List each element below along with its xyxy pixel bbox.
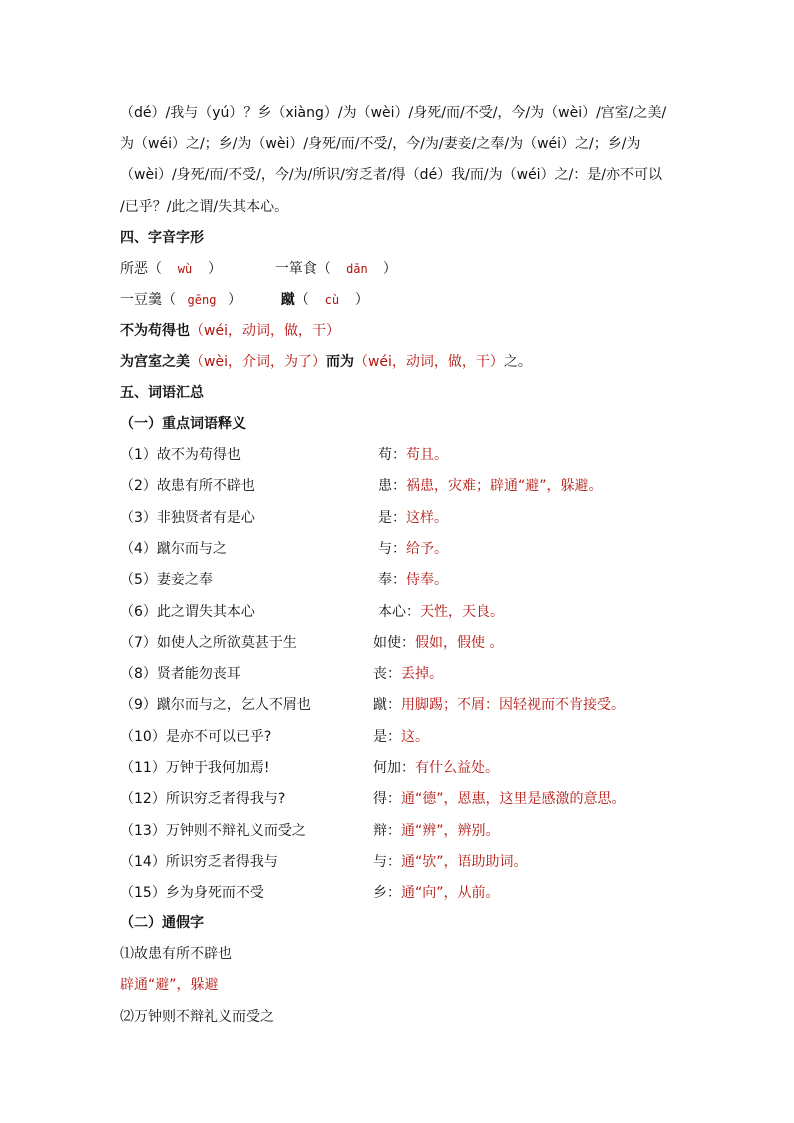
pinyin: cù [324, 293, 340, 307]
vocab-phrase: （6）此之谓失其本心 [120, 603, 255, 620]
vocab-definition [378, 445, 448, 465]
definition-value: 侍奉。 [406, 572, 448, 589]
definition-key: 是： [378, 509, 406, 526]
vocab-phrase: （2）故患有所不辟也 [120, 478, 255, 495]
definition-value: 通“向”，从前。 [401, 885, 500, 902]
pronunciation-note-line: 不为苟得也（wéi，动词，做，干） [120, 323, 340, 339]
word: 所恶 [120, 261, 148, 277]
definition-value: 苟且。 [406, 447, 448, 463]
word: 蹴 [280, 292, 295, 308]
tongjia-line: ⑵万钟则不辩礼义而受之 [120, 1009, 274, 1025]
word: 一箪食 [274, 261, 317, 277]
vocab-phrase: （8）贤者能勿丧耳 [120, 666, 241, 683]
vocab-phrase: （9）蹴尔而与之，乞人不屑也 [120, 697, 311, 714]
definition-value: 通“德”，恩惠，这里是感激的意思。 [401, 791, 626, 808]
pinyin: dān [346, 262, 368, 276]
vocab-phrase: （11）万钟于我何加焉! [120, 760, 270, 776]
vocab-phrase: （5）妻妾之奉 [120, 572, 213, 589]
vocab-definition [373, 821, 500, 841]
vocab-definition [373, 664, 443, 684]
tongjia-line: 辟通“避”，躲避 [120, 977, 219, 993]
definition-key: 乡： [373, 885, 401, 902]
vocab-definition [373, 695, 625, 715]
vocab-definition [378, 539, 448, 559]
definition-value: 给予。 [406, 540, 448, 557]
text-line: 为（wéi）之/；乡/为（wèi）/身死/而/不受/，今/为/妻妾/之奉/为（wéi）之/；乡/为 [120, 136, 641, 152]
vocab-definition [373, 852, 528, 872]
definition-key: 得： [373, 791, 401, 808]
vocab-definition [373, 883, 500, 903]
word: 一豆羹 [120, 292, 162, 308]
definition-key: 本心： [378, 603, 420, 620]
definition-value: 天性，天良。 [420, 603, 504, 620]
definition-value: 丢掉。 [401, 666, 443, 683]
vocab-phrase: （12）所识穷乏者得我与? [120, 791, 286, 808]
definition-key: 如使： [373, 634, 415, 651]
vocab-phrase: （3）非独贤者有是心 [120, 509, 255, 526]
vocab-definition [373, 633, 503, 653]
definition-key: 蹴： [373, 697, 401, 714]
tongjia-line: ⑴故患有所不辟也 [120, 946, 232, 962]
subsection-heading: （一）重点词语释义 [120, 416, 246, 432]
pronunciation-row: 一豆羹（ gēng ） 蹴（ cù ） [120, 292, 369, 308]
definition-value: 这样。 [406, 509, 448, 526]
vocab-definition [378, 476, 603, 496]
vocab-phrase: （13）万钟则不辩礼义而受之 [120, 822, 306, 839]
pronunciation-row: 所恶（ wù ） 一箪食（ dān ） [120, 261, 397, 277]
text-line: （dé）/我与（yú）？乡（xiàng）/为（wèi）/身死/而/不受/，今/为（wèi）/宫室/之美/ [120, 105, 667, 121]
vocab-definition [373, 758, 499, 778]
definition-value: 通“辨”，辨别。 [401, 822, 500, 839]
definition-key: 丧： [373, 666, 401, 683]
text-line: （wèi）/身死/而/不受/，今/为/所识/穷乏者/得（dé）我/而/为（wéi）之/：是/亦不可以 [120, 167, 663, 183]
vocab-phrase: （14）所识穷乏者得我与 [120, 853, 278, 870]
vocab-phrase: （4）蹴尔而与之 [120, 540, 227, 557]
text-line: /已乎？/此之谓/失其本心。 [120, 199, 289, 215]
definition-key: 是： [373, 728, 401, 745]
definition-value: 祸患，灾难；辟通“避”，躲避。 [406, 478, 603, 495]
vocab-definition [378, 508, 448, 528]
vocab-phrase: （10）是亦不可以已乎? [120, 728, 272, 745]
definition-key: 与： [378, 540, 406, 557]
section-heading: 四、字音字形 [120, 230, 204, 246]
definition-key: 何加： [373, 760, 415, 776]
vocab-definition [373, 789, 626, 809]
pronunciation-note-line: 为宫室之美（wèi，介词，为了）而为（wéi，动词，做，干）之。 [120, 354, 532, 370]
definition-key: 苟： [378, 447, 406, 463]
definition-key: 奉： [378, 572, 406, 589]
definition-value: 通“欤”，语助助词。 [401, 853, 528, 870]
vocab-definition [373, 727, 429, 747]
section-heading: 五、词语汇总 [120, 385, 204, 401]
definition-value: 有什么益处。 [415, 760, 499, 776]
subsection-heading: （二）通假字 [120, 915, 204, 931]
vocab-phrase: （1）故不为苟得也 [120, 447, 241, 463]
definition-key: 辩： [373, 822, 401, 839]
definition-value: 用脚踢；不屑：因轻视而不肯接受。 [401, 697, 625, 714]
vocab-phrase: （15）乡为身死而不受 [120, 885, 264, 902]
vocab-definition [378, 570, 448, 590]
definition-key: 患： [378, 478, 406, 495]
vocab-definition [378, 602, 504, 622]
definition-value: 这。 [401, 728, 429, 745]
definition-key: 与： [373, 853, 401, 870]
definition-value: 假如，假使 。 [415, 634, 504, 651]
pinyin: gēng [187, 293, 217, 307]
pinyin: wù [177, 262, 193, 276]
vocab-phrase: （7）如使人之所欲莫甚于生 [120, 634, 297, 651]
